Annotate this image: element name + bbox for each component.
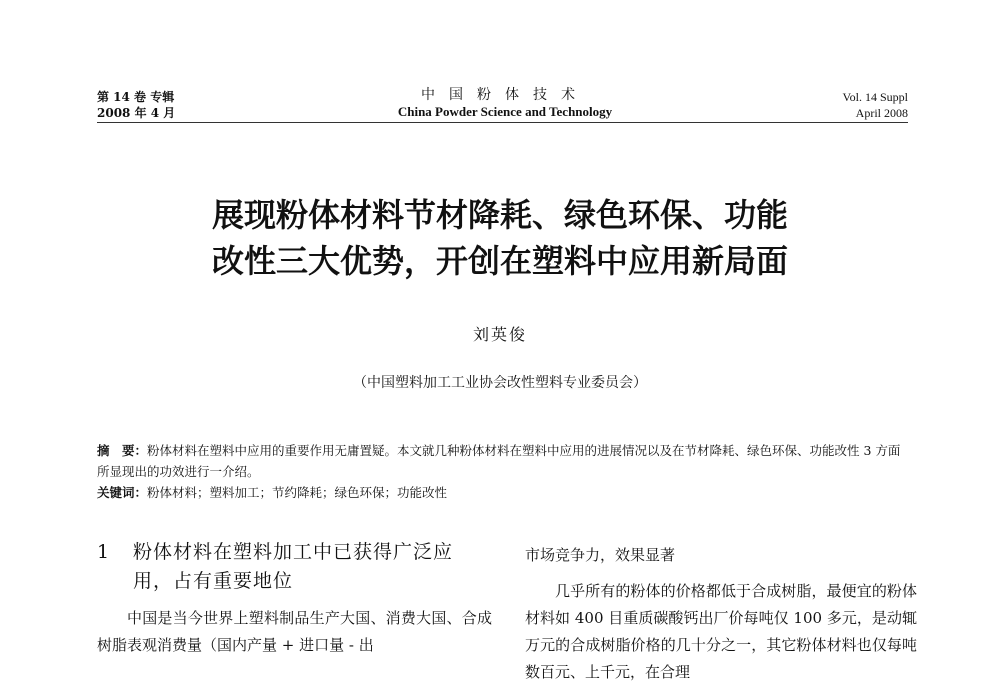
section-number: 1 bbox=[97, 541, 111, 563]
header-rule bbox=[97, 122, 908, 123]
journal-volume-info bbox=[97, 89, 175, 121]
keywords bbox=[97, 482, 912, 503]
journal-name-cn: 中国粉体技术 bbox=[421, 87, 589, 103]
body-paragraph-right: 几乎所有的粉体的价格都低于合成树脂，最便宜的粉体材料如 400 目重质碳酸钙出厂价每吨仅 100 多元，是动辄万元的合成树脂价格的几十分之一，其它粉体材料也仅每吨数百元、上千元，在合理 bbox=[525, 582, 917, 681]
right-column bbox=[525, 538, 917, 686]
journal-volume-info-en bbox=[843, 89, 908, 121]
volume-label-en: Vol. 14 Suppl bbox=[842, 90, 908, 104]
author-name: 刘英俊 bbox=[472, 325, 527, 344]
volume-label: 第 14 卷 专辑 bbox=[97, 90, 175, 104]
abstract-text: 粉体材料在塑料中应用的重要作用无庸置疑。本文就几种粉体材料在塑料中应用的进展情况以及在节材降耗、绿色环保、功能改性 3 方面所显现出的功效进行一介绍。 bbox=[97, 443, 901, 479]
keywords-label: 关键词： bbox=[97, 485, 148, 500]
journal-name-en: China Powder Science and Technology bbox=[397, 104, 613, 119]
title-line-2: 改性三大优势，开创在塑料中应用新局面 bbox=[211, 242, 788, 280]
paper-title bbox=[0, 192, 1000, 284]
abstract-block bbox=[97, 440, 912, 503]
body-paragraph: 中国是当今世界上塑料制品生产大国、消费大国、合成树脂表观消费量（国内产量 + 进口量 - 出 bbox=[97, 609, 492, 654]
subsection-heading-continued: 市场竞争力，效果显著 bbox=[525, 546, 676, 564]
section-heading bbox=[97, 538, 492, 596]
abstract-label: 摘 要： bbox=[97, 443, 148, 458]
title-line-1: 展现粉体材料节材降耗、绿色环保、功能 bbox=[211, 196, 788, 234]
section-title: 粉体材料在塑料加工中已获得广泛应用，占有重要地位 bbox=[133, 541, 454, 592]
abstract bbox=[97, 440, 912, 482]
date-label-en: April 2008 bbox=[855, 106, 908, 120]
journal-name bbox=[330, 86, 680, 120]
author-affiliation: （中国塑料加工工业协会改性塑料专业委员会） bbox=[353, 375, 647, 391]
left-column bbox=[97, 538, 492, 659]
date-label: 2008 年 4 月 bbox=[97, 106, 176, 120]
keywords-text: 粉体材料；塑料加工；节约降耗；绿色环保；功能改性 bbox=[147, 485, 448, 500]
